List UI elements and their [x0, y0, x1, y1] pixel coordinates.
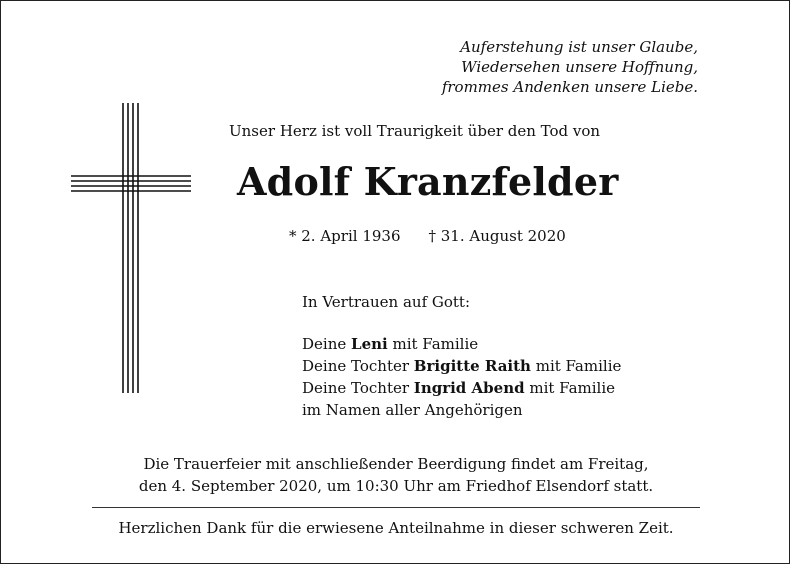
mourner-row: Deine Leni mit Familie: [302, 335, 479, 353]
funeral-line: Die Trauerfeier mit anschließender Beerdigung findet am Freitag,: [143, 455, 649, 473]
mourner-name: Ingrid Abend: [413, 379, 525, 397]
divider: [92, 507, 700, 508]
death-date: † 31. August 2020: [428, 227, 566, 245]
mourner-row: im Namen aller Angehörigen: [302, 401, 523, 419]
mourner-name: Brigitte Raith: [413, 357, 531, 375]
mourner-row: Deine Tochter Ingrid Abend mit Familie: [302, 379, 616, 397]
motto-verse: [442, 37, 698, 97]
motto-line: Wiedersehen unsere Hoffnung,: [461, 58, 698, 76]
faith-statement: In Vertrauen auf Gott:: [302, 293, 471, 311]
motto-line: Auferstehung ist unser Glaube,: [460, 38, 698, 56]
motto-line: frommes Andenken unsere Liebe.: [441, 78, 698, 96]
cross-icon: [71, 103, 191, 393]
mourner-row: Deine Tochter Brigitte Raith mit Familie: [302, 357, 622, 375]
funeral-line: den 4. September 2020, um 10:30 Uhr am Friedhof Elsendorf statt.: [138, 477, 654, 495]
deceased-name: Adolf Kranzfelder: [237, 159, 619, 204]
life-dates: [289, 227, 566, 245]
funeral-announcement: [1, 453, 790, 497]
intro-text: Unser Herz ist voll Traurigkeit über den Tod von: [229, 122, 601, 140]
mourner-name: Leni: [351, 335, 388, 353]
thanks-text: Herzlichen Dank für die erwiesene Anteilnahme in dieser schweren Zeit.: [118, 519, 674, 537]
birth-date: * 2. April 1936: [289, 227, 401, 245]
mourners-list: [302, 333, 621, 421]
